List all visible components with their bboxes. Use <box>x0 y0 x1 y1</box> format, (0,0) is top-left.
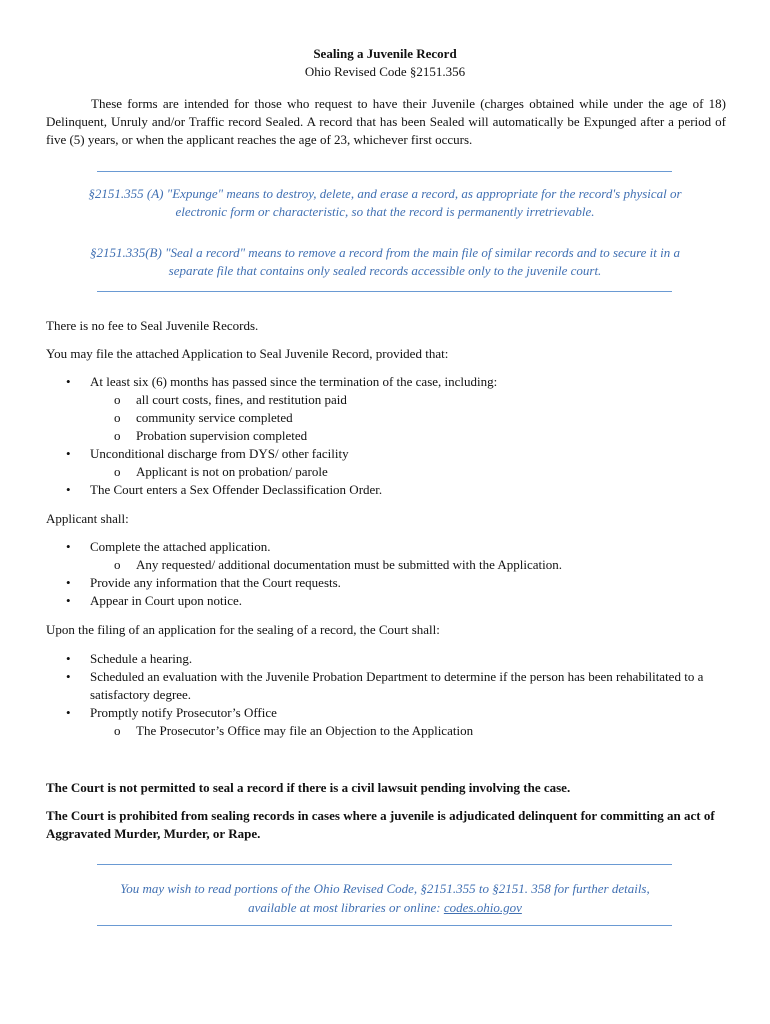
list-item <box>46 704 736 740</box>
codes-ohio-link[interactable]: codes.ohio.gov <box>443 900 522 915</box>
bottom-divider-upper <box>97 864 672 865</box>
top-divider-upper <box>97 171 672 172</box>
intro-paragraph: These forms are intended for those who request to have their Juvenile (charges obtained while under the age of 18) Delinquent, Unruly and/or Traffic record Sealed. A record that has been Sealed will automatically be Expunged after a period of five (5) years, or when the applicant reaches the age of 23, whichever first occurs. <box>46 96 726 147</box>
civil-lawsuit-warning: The Court is not permitted to seal a record if there is a civil lawsuit pending involving the case. <box>46 780 571 795</box>
court-duties-list <box>46 650 736 740</box>
file-intro-text: You may file the attached Application to Seal Juvenile Record, provided that: <box>46 346 449 361</box>
list-item: • Schedule a hearing. <box>46 650 736 668</box>
footer-line-2-prefix: available at most libraries or online: <box>248 900 444 915</box>
sub-list <box>90 391 736 445</box>
top-divider-lower <box>97 291 672 292</box>
list-item <box>46 373 736 445</box>
footer-note <box>82 879 688 917</box>
sub-list-item: o all court costs, fines, and restitution paid <box>90 391 736 409</box>
document-title: Sealing a Juvenile Record <box>313 46 457 61</box>
list-item <box>46 445 736 481</box>
list-item: • Scheduled an evaluation with the Juvenile Probation Department to determine if the person has been rehabilitated to a satisfactory degree. <box>46 668 736 704</box>
sub-list <box>90 463 736 481</box>
seal-definition: §2151.335(B) "Seal a record" means to remove a record from the main file of similar records and to secure it in a separate file that contains only sealed records accessible only to the juvenile court. <box>89 245 681 278</box>
conditions-list <box>46 373 736 499</box>
sub-list-item: o The Prosecutor’s Office may file an Objection to the Application <box>90 722 736 740</box>
bottom-divider-lower <box>97 925 672 926</box>
list-item: • Appear in Court upon notice. <box>46 592 736 610</box>
footer-line-1: You may wish to read portions of the Ohio Revised Code, §2151.355 to §2151. 358 for further details, <box>120 881 650 896</box>
list-item-text: Unconditional discharge from DYS/ other facility <box>90 446 349 461</box>
list-item-text: The Court enters a Sex Offender Declassification Order. <box>90 482 383 497</box>
no-fee-text: There is no fee to Seal Juvenile Records. <box>46 318 259 333</box>
court-heading: Upon the filing of an application for the sealing of a record, the Court shall: <box>46 622 440 637</box>
list-item <box>46 538 736 574</box>
applicant-heading: Applicant shall: <box>46 511 129 526</box>
list-item: • Provide any information that the Court requests. <box>46 574 736 592</box>
list-item-text: Complete the attached application. <box>90 539 271 554</box>
prohibited-offenses-warning: The Court is prohibited from sealing records in cases where a juvenile is adjudicated delinquent for committing an act of Aggravated Murder, Murder, or Rape. <box>46 808 715 841</box>
list-item-text: At least six (6) months has passed since the termination of the case, including: <box>90 374 498 389</box>
sub-list-item: o Any requested/ additional documentation must be submitted with the Application. <box>90 556 736 574</box>
sub-list-item: o Applicant is not on probation/ parole <box>90 463 736 481</box>
list-item <box>46 481 736 499</box>
sub-list <box>90 722 736 740</box>
applicant-duties-list <box>46 538 736 610</box>
list-item-text: Promptly notify Prosecutor’s Office <box>90 705 277 720</box>
sub-list-item: o Probation supervision completed <box>90 427 736 445</box>
sub-list <box>90 556 736 574</box>
expunge-definition: §2151.355 (A) "Expunge" means to destroy, delete, and erase a record, as appropriate for the record's physical or electronic form or characteristic, so that the record is permanently irretrievable. <box>88 186 682 219</box>
document-subtitle: Ohio Revised Code §2151.356 <box>304 64 466 79</box>
sub-list-item: o community service completed <box>90 409 736 427</box>
